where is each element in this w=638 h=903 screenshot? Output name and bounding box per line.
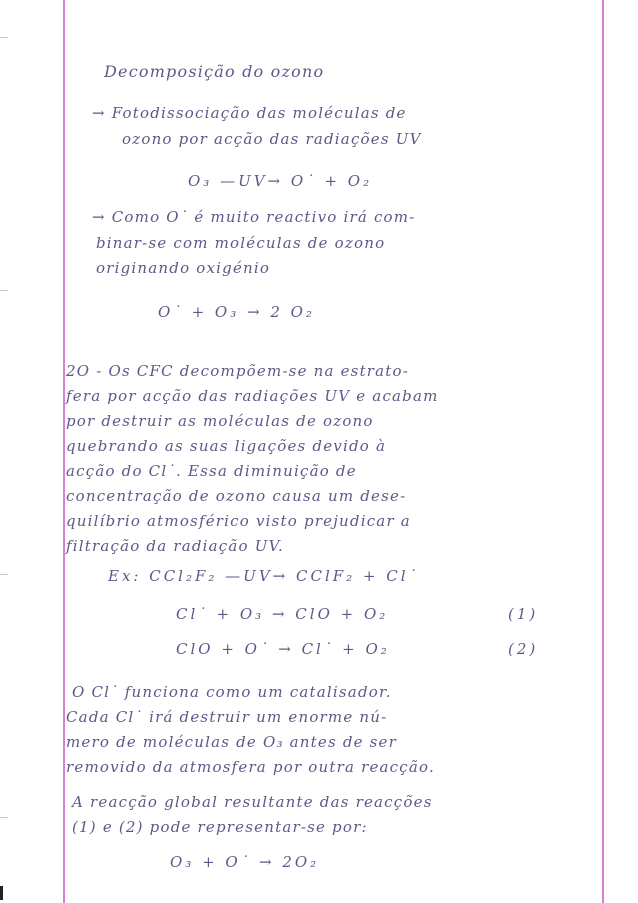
hole-punch-mark [0,37,8,38]
paragraph-line: A reacção global resultante das reacções [72,793,433,811]
handwritten-line: ozono por acção das radiações UV [122,130,422,148]
paragraph-line: fera por acção das radiações UV e acabam [66,387,439,405]
page-title: Decomposição do ozono [104,62,325,81]
equation: O˙ + O₃ → 2 O₂ [158,303,315,321]
paragraph-line: Cada Cl˙ irá destruir um enorme nú- [66,708,388,726]
hole-punch-mark [0,290,8,291]
global-equation: O₃ + O˙ → 2O₂ [170,853,320,871]
scan-edge-mark [0,886,3,900]
handwritten-line: → Fotodissociação das moléculas de [92,104,407,122]
paragraph-line: (1) e (2) pode representar-se por: [72,818,368,836]
left-margin-rule [63,0,65,903]
reaction-number: (1) [508,605,539,623]
handwritten-line: → Como O˙ é muito reactivo irá com- [92,208,416,226]
paragraph-line: filtração da radiação UV. [66,537,284,555]
paragraph-line: O Cl˙ funciona como um catalisador. [72,683,392,701]
paragraph-line: concentração de ozono causa um dese- [66,487,407,505]
paragraph-line: mero de moléculas de O₃ antes de ser [66,733,398,751]
paragraph-line: quilíbrio atmosférico visto prejudicar a [66,512,411,530]
paragraph-line: 2O - Os CFC decompõem-se na estrato- [66,362,410,380]
reaction-equation: ClO + O˙ → Cl˙ + O₂ [176,640,390,658]
paragraph-line: por destruir as moléculas de ozono [66,412,374,430]
hole-punch-mark [0,574,8,575]
reaction-number: (2) [508,640,539,658]
handwritten-line: originando oxigénio [96,259,271,277]
example-equation: Ex: CCl₂F₂ —UV→ CClF₂ + Cl˙ [108,567,420,585]
hole-punch-mark [0,817,8,818]
handwritten-line: binar-se com moléculas de ozono [96,234,386,252]
equation: O₃ —UV→ O˙ + O₂ [188,172,373,190]
paragraph-line: quebrando as suas ligações devido à [66,437,387,455]
paragraph-line: removido da atmosfera por outra reacção. [66,758,435,776]
right-margin-rule [602,0,604,903]
reaction-equation: Cl˙ + O₃ → ClO + O₂ [176,605,389,623]
paragraph-line: acção do Cl˙. Essa diminuição de [66,462,357,480]
